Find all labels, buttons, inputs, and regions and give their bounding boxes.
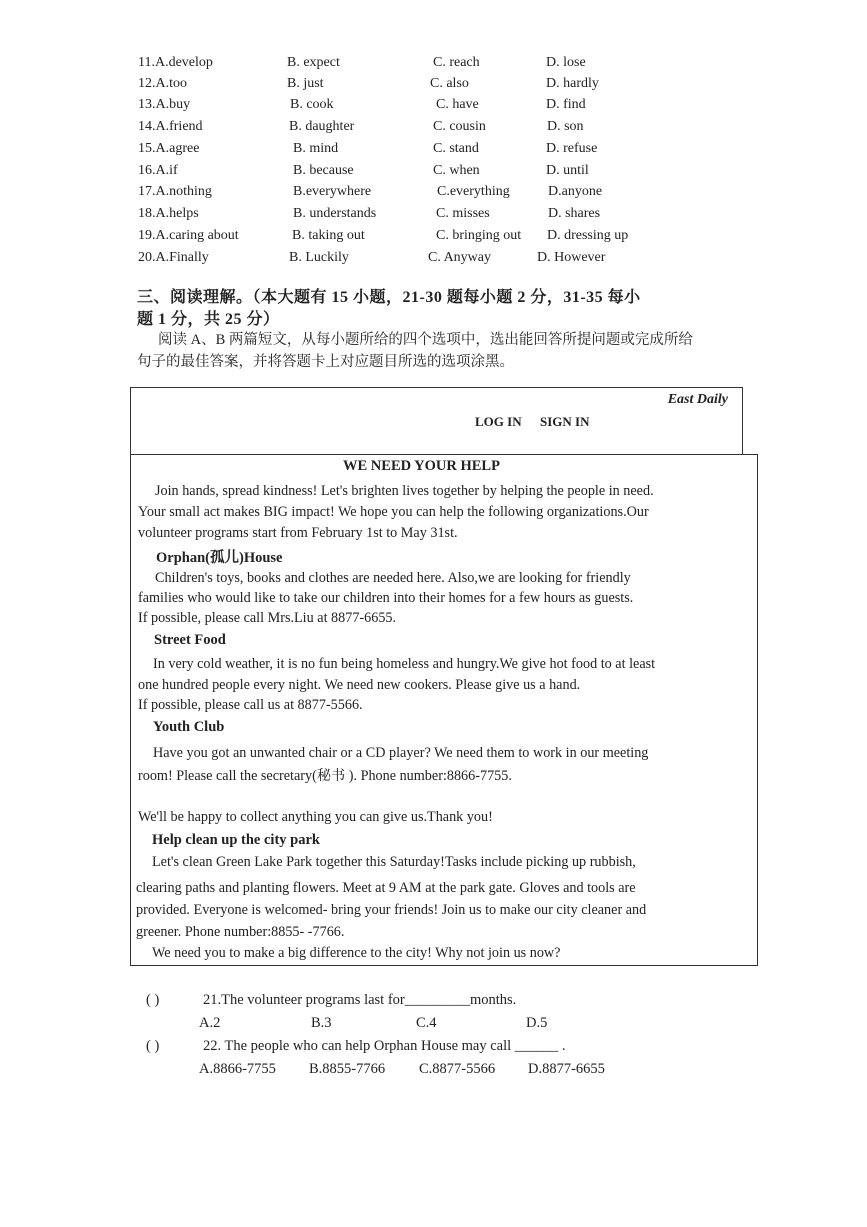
option-15c: C. stand [433, 141, 479, 156]
orphan-line-3: If possible, please call Mrs.Liu at 8877-6655. [138, 610, 397, 626]
login-link[interactable]: LOG IN [475, 414, 522, 429]
youth-line-1: Have you got an unwanted chair or a CD player? We need them to work in our meeting [153, 745, 649, 761]
question-22-option-b[interactable]: B.8855-7766 [309, 1061, 386, 1077]
option-11d: D. lose [546, 55, 586, 70]
question-22-option-a[interactable]: A.8866-7755 [199, 1061, 276, 1077]
orphan-line-1: Children's toys, books and clothes are needed here. Also,we are looking for friendly [155, 570, 631, 586]
street-line-2: one hundred people every night. We need new cookers. Please give us a hand. [138, 677, 581, 693]
option-19b: B. taking out [292, 228, 365, 243]
signin-link[interactable]: SIGN IN [540, 414, 590, 429]
street-line-3: If possible, please call us at 8877-5566. [138, 697, 363, 713]
option-14a: 14.A.friend [138, 119, 203, 134]
question-21-option-b[interactable]: B.3 [311, 1015, 332, 1031]
question-21-option-a[interactable]: A.2 [199, 1015, 221, 1031]
option-15a: 15.A.agree [138, 141, 200, 156]
park-line-2: clearing paths and planting flowers. Meet at 9 AM at the park gate. Gloves and tools are [136, 880, 636, 896]
orphan-heading: Orphan(孤儿)House [156, 550, 283, 566]
park-line-3: provided. Everyone is welcomed- bring your friends! Join us to make our city cleaner and [136, 902, 647, 918]
park-line-5: We need you to make a big difference to the city! Why not join us now? [152, 945, 561, 961]
option-15b: B. mind [293, 141, 339, 156]
option-15d: D. refuse [546, 141, 598, 156]
site-header [130, 387, 743, 455]
youth-heading: Youth Club [153, 719, 225, 735]
section-instructions-line2: 句子的最佳答案，并将答题卡上对应题目所选的选项涂黑。 [137, 354, 514, 370]
option-17c: C.everything [437, 184, 510, 199]
thanks-line: We'll be happy to collect anything you can give us.Thank you! [138, 809, 493, 825]
article-title: WE NEED YOUR HELP [343, 458, 500, 474]
park-line-1: Let's clean Green Lake Park together this Saturday!Tasks include picking up rubbish, [152, 854, 636, 870]
option-12d: D. hardly [546, 76, 599, 91]
option-11b: B. expect [287, 55, 340, 70]
option-20d: D. However [537, 250, 606, 265]
intro-line-3: volunteer programs start from February 1st to May 31st. [138, 525, 458, 541]
option-11c: C. reach [433, 55, 480, 70]
youth-line-2: room! Please call the secretary(秘书 ). Phone number:8866-7755. [138, 768, 512, 784]
question-21-option-c[interactable]: C.4 [416, 1015, 437, 1031]
orphan-line-2: families who would like to take our children into their homes for a few hours as guests. [138, 590, 634, 606]
option-13a: 13.A.buy [138, 97, 191, 112]
option-18b: B. understands [293, 206, 377, 221]
park-line-4: greener. Phone number:8855- -7766. [136, 924, 345, 940]
option-18c: C. misses [436, 206, 490, 221]
option-14c: C. cousin [433, 119, 486, 134]
question-22-option-d[interactable]: D.8877-6655 [528, 1061, 605, 1077]
option-12b: B. just [287, 76, 324, 91]
option-11a: 11.A.develop [138, 55, 213, 70]
option-18d: D. shares [548, 206, 601, 221]
option-14d: D. son [547, 119, 584, 134]
option-17d: D.anyone [548, 184, 603, 199]
option-13c: C. have [436, 97, 479, 112]
question-21-option-d[interactable]: D.5 [526, 1015, 548, 1031]
question-21-paren[interactable]: ( ) [146, 992, 160, 1008]
option-16b: B. because [293, 163, 354, 178]
question-22-stem: 22. The people who can help Orphan House may call ______ . [203, 1038, 566, 1054]
option-17a: 17.A.nothing [138, 184, 212, 199]
option-17b: B.everywhere [293, 184, 372, 199]
option-20c: C. Anyway [428, 250, 491, 265]
option-16a: 16.A.if [138, 163, 178, 178]
option-19d: D. dressing up [547, 228, 629, 243]
question-21-stem: 21.The volunteer programs last for_________months. [203, 992, 517, 1008]
option-20a: 20.A.Finally [138, 250, 209, 265]
option-16d: D. until [546, 163, 589, 178]
option-20b: B. Luckily [289, 250, 349, 265]
park-heading: Help clean up the city park [152, 832, 320, 848]
question-22-paren[interactable]: ( ) [146, 1038, 160, 1054]
option-16c: C. when [433, 163, 480, 178]
option-13b: B. cook [290, 97, 334, 112]
option-14b: B. daughter [289, 119, 355, 134]
section-title-line2: 题 1 分，共 25 分） [137, 311, 280, 328]
street-line-1: In very cold weather, it is no fun being homeless and hungry.We give hot food to at least [153, 656, 656, 672]
option-18a: 18.A.helps [138, 206, 199, 221]
section-instructions-line1: 阅读 A、B 两篇短文，从每小题所给的四个选项中，选出能回答所提问题或完成所给 [158, 332, 693, 348]
street-heading: Street Food [154, 632, 226, 648]
question-22-option-c[interactable]: C.8877-5566 [419, 1061, 496, 1077]
option-19c: C. bringing out [436, 228, 522, 243]
option-12a: 12.A.too [138, 76, 187, 91]
intro-line-1: Join hands, spread kindness! Let's brighten lives together by helping the people in need. [155, 483, 654, 499]
option-19a: 19.A.caring about [138, 228, 239, 243]
option-12c: C. also [430, 76, 469, 91]
site-brand: East Daily [667, 392, 728, 407]
intro-line-2: Your small act makes BIG impact! We hope you can help the following organizations.Our [138, 504, 649, 520]
option-13d: D. find [546, 97, 586, 112]
section-title-line1: 三、阅读理解。（本大题有 15 小题，21-30 题每小题 2 分，31-35 每小 [137, 289, 641, 306]
